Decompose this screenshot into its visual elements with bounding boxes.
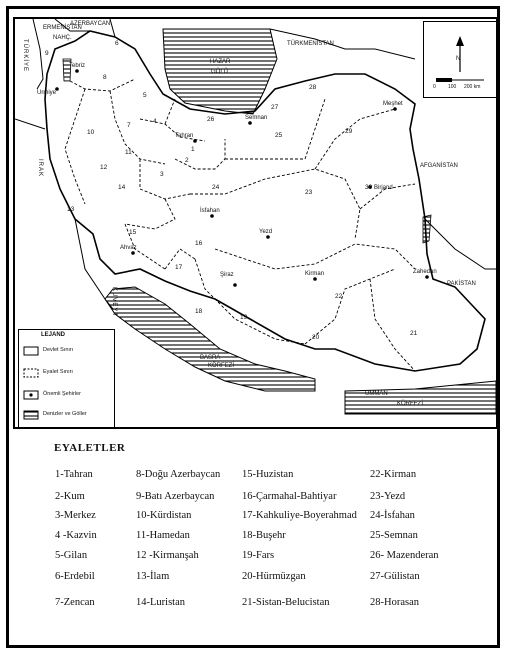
province-number-27: 27	[271, 104, 279, 111]
province-number-5: 5	[143, 92, 147, 99]
city-meshet: Meşhet	[383, 101, 403, 107]
label-hazar: HAZAR	[210, 59, 231, 65]
legend-item-state-border	[23, 344, 113, 358]
province-item: 27-Gülistan	[370, 571, 420, 582]
label-hazar-golu: GÖLÜ	[211, 69, 229, 75]
province-number-9: 9	[45, 50, 49, 57]
north-label: N	[456, 56, 461, 62]
province-number-19: 19	[240, 314, 248, 321]
city-urmiye: Urmiye	[37, 90, 56, 96]
label-ermenistan: ERMENİSTAN	[43, 25, 82, 31]
province-number-21: 21	[410, 330, 418, 337]
city-birjand: Birjand	[374, 185, 393, 191]
province-number-7: 7	[127, 122, 131, 129]
province-item: 1-Tahran	[55, 469, 93, 480]
province-number-17: 17	[175, 264, 183, 271]
city-ahvaz: Ahvaz	[120, 245, 137, 251]
city-semnan: Semnan	[245, 115, 268, 121]
province-number-26: 26	[207, 116, 215, 123]
legend-item-province-border	[23, 366, 113, 380]
province-number-8: 8	[103, 74, 107, 81]
province-item: 14-Luristan	[136, 597, 185, 608]
label-basra-korfezi: KÖRFEZİ	[208, 363, 235, 369]
label-turkiye: TÜRKİYE	[22, 39, 28, 73]
province-item: 28-Horasan	[370, 597, 419, 608]
label-pakistan: PAKİSTAN	[447, 281, 476, 287]
city-zahedan: Zahedan	[413, 269, 437, 275]
gulf-of-oman	[345, 381, 496, 414]
scale-tick-0: 0	[433, 84, 436, 90]
legend-label-cities: Önemli Şehirler	[43, 391, 81, 397]
province-number-30: 30	[365, 184, 373, 191]
scale-tick-100: 100	[448, 84, 457, 90]
province-border-icon	[23, 368, 39, 378]
province-item: 19-Fars	[242, 550, 275, 561]
label-umman: UMMAN	[365, 391, 388, 397]
province-item: 26- Mazenderan	[370, 550, 439, 561]
province-item: 6-Erdebil	[55, 571, 95, 582]
city-tebriz: Tebriz	[69, 63, 86, 69]
province-number-11: 11	[125, 149, 132, 156]
province-number-13: 13	[67, 206, 75, 213]
province-number-23: 23	[305, 189, 313, 196]
province-item: 9-Batı Azerbaycan	[136, 491, 215, 502]
province-item: 24-İsfahan	[370, 510, 415, 521]
province-item: 23-Yezd	[370, 491, 406, 502]
city-dot-icon	[23, 390, 39, 400]
province-number-28: 28	[309, 84, 317, 91]
iran-provinces-map	[13, 17, 498, 429]
province-number-15: 15	[129, 229, 137, 236]
legend-label-seas: Denizler ve Göller	[43, 411, 87, 417]
province-item: 3-Merkez	[55, 510, 96, 521]
label-nahcivan: NAHÇ.	[53, 35, 72, 41]
province-number-1: 1	[191, 146, 195, 153]
province-number-10: 10	[87, 129, 95, 136]
scale-tick-200: 200 km	[464, 84, 481, 90]
province-number-6: 6	[115, 40, 119, 47]
provinces-list-title: EYALETLER	[54, 442, 126, 454]
state-border-icon	[23, 346, 39, 356]
legend-title: LEJAND	[41, 332, 66, 338]
province-item: 4 -Kazvin	[55, 530, 97, 541]
province-item: 11-Hamedan	[136, 530, 190, 541]
province-item: 10-Kürdistan	[136, 510, 192, 521]
province-item: 15-Huzistan	[242, 469, 294, 480]
province-number-2: 2	[185, 157, 189, 164]
province-number-25: 25	[275, 132, 283, 139]
province-item: 18-Buşehr	[242, 530, 286, 541]
legend-label-province-border: Eyalet Sınırı	[43, 369, 73, 375]
city-kirman: Kirman	[305, 271, 325, 277]
city-yezd: Yezd	[259, 229, 273, 235]
legend	[18, 329, 115, 428]
province-number-12: 12	[100, 164, 108, 171]
province-item: 16-Çarmahal-Bahtiyar	[242, 491, 337, 502]
province-item: 22-Kirman	[370, 469, 417, 480]
province-item: 21-Sistan-Belucistan	[242, 597, 330, 608]
legend-item-seas	[23, 408, 113, 422]
province-number-14: 14	[118, 184, 126, 191]
province-number-24: 24	[212, 184, 220, 191]
province-item: 5-Gilan	[55, 550, 88, 561]
label-basra: BASRA	[200, 355, 221, 361]
province-item: 8-Doğu Azerbaycan	[136, 469, 221, 480]
province-item: 25-Semnan	[370, 530, 418, 541]
province-number-16: 16	[195, 240, 203, 247]
hamun-lake	[423, 215, 431, 243]
province-item: 17-Kahkuliye-Boyerahmad	[242, 510, 357, 521]
city-tahran: Tahran	[175, 133, 194, 139]
province-number-4: 4	[153, 118, 157, 125]
label-afganistan: AFGANİSTAN	[420, 163, 458, 169]
province-item: 13-İlam	[136, 571, 170, 582]
province-number-3: 3	[160, 171, 164, 178]
province-item: 20-Hürmüzgan	[242, 571, 306, 582]
province-item: 12 -Kirmanşah	[136, 550, 199, 561]
legend-label-state-border: Devlet Sınırı	[43, 347, 74, 353]
province-number-18: 18	[195, 308, 203, 315]
province-number-22: 22	[335, 293, 343, 300]
label-kuveyt: KUVEYT	[111, 287, 117, 318]
legend-item-cities	[23, 388, 113, 402]
scale-north-box	[423, 21, 497, 98]
label-azerbaycan: AZERBAYCAN	[70, 21, 111, 27]
city-isfahan: İsfahan	[200, 208, 220, 214]
sea-hatch-icon	[23, 410, 39, 420]
label-turkmenistan: TÜRKMENİSTAN	[287, 41, 334, 47]
province-number-29: 29	[345, 128, 353, 135]
province-borders	[65, 79, 415, 371]
label-umman-korfezi: KÖRFEZİ	[397, 401, 424, 407]
city-siraz: Şiraz	[220, 272, 234, 278]
province-number-20: 20	[312, 334, 320, 341]
province-item: 2-Kum	[55, 491, 85, 502]
label-irak: IRAK	[37, 159, 43, 178]
province-item: 7-Zencan	[55, 597, 95, 608]
